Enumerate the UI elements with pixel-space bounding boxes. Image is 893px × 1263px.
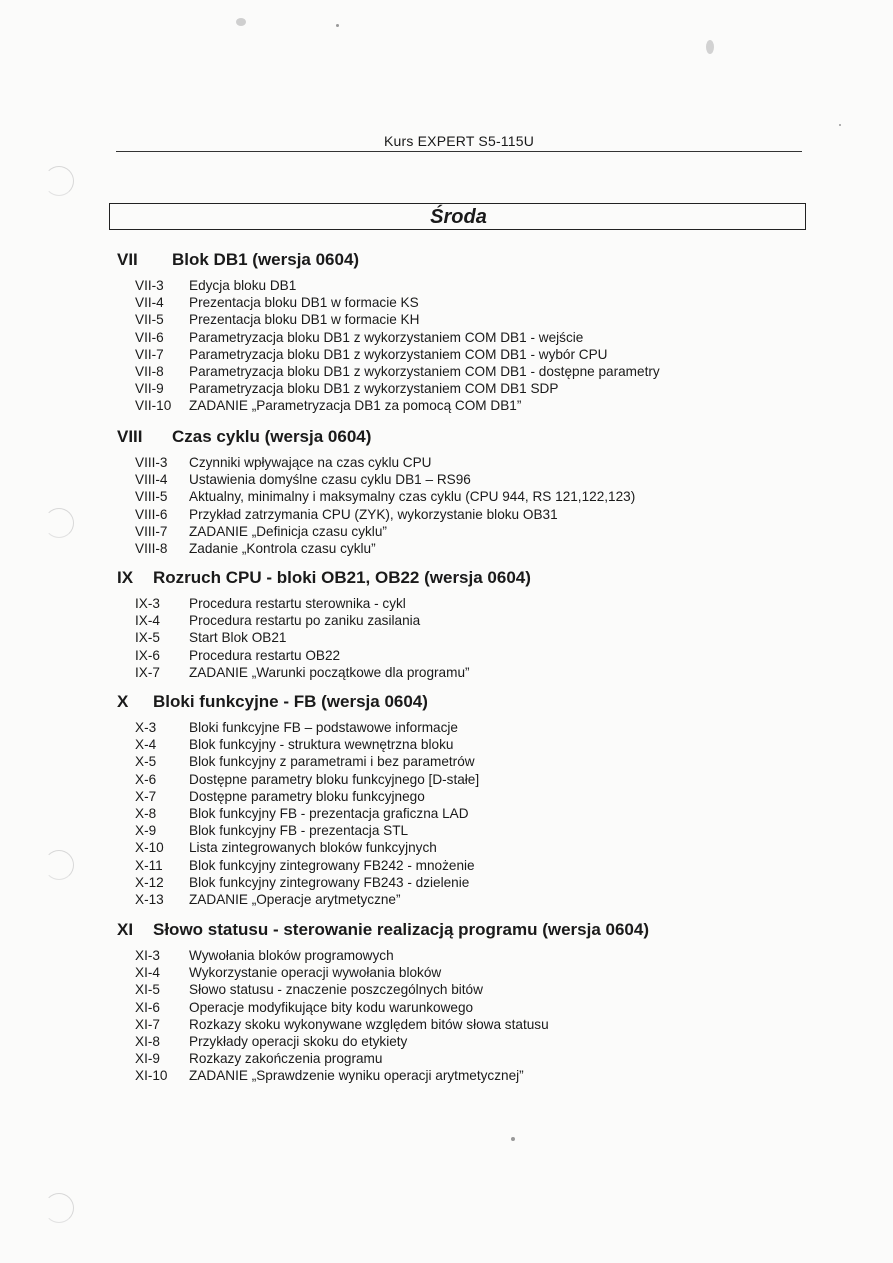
section-title: Blok DB1 (wersja 0604) xyxy=(172,250,360,269)
item-code: VII-6 xyxy=(135,329,164,345)
item-label: Lista zintegrowanych bloków funkcyjnych xyxy=(189,840,437,856)
item-code: X-5 xyxy=(135,754,157,770)
item-code: X-11 xyxy=(135,857,163,873)
section-heading xyxy=(117,250,877,272)
section-title: Słowo statusu - sterowanie realizacją programu (wersja 0604) xyxy=(153,920,650,939)
item-code: VII-3 xyxy=(135,278,164,293)
punch-hole xyxy=(44,166,74,196)
item-code: XI-5 xyxy=(135,982,160,998)
list-item xyxy=(117,982,877,999)
item-label: ZADANIE „Sprawdzenie wyniku operacji arytmetycznej” xyxy=(189,1068,524,1084)
item-label: ZADANIE „Parametryzacja DB1 za pomocą COM DB1” xyxy=(189,398,522,414)
scan-speck xyxy=(706,40,714,54)
list-item xyxy=(117,613,877,630)
item-label: Parametryzacja bloku DB1 z wykorzystaniem COM DB1 - wejście xyxy=(189,329,584,345)
item-code: IX-5 xyxy=(135,630,160,646)
item-label: Prezentacja bloku DB1 w formacie KH xyxy=(189,312,420,328)
scan-speck xyxy=(511,1137,515,1141)
list-item xyxy=(117,754,877,771)
item-label: Dostępne parametry bloku funkcyjnego xyxy=(189,788,425,804)
item-code: VII-10 xyxy=(135,398,172,414)
item-label: Prezentacja bloku DB1 w formacie KS xyxy=(189,295,419,311)
day-title-box xyxy=(109,203,806,230)
list-item xyxy=(117,630,877,647)
section-ix xyxy=(117,568,877,682)
list-item xyxy=(117,381,877,398)
item-code: XI-8 xyxy=(135,1033,160,1049)
list-item xyxy=(117,737,877,754)
section-number: IX xyxy=(117,568,134,587)
list-item xyxy=(117,489,877,506)
item-label: Operacje modyfikujące bity kodu warunkowego xyxy=(189,999,474,1015)
list-item xyxy=(117,772,877,789)
item-code: X-6 xyxy=(135,771,157,787)
item-label: Przykłady operacji skoku do etykiety xyxy=(189,1033,408,1049)
item-code: X-8 xyxy=(135,805,157,821)
list-item xyxy=(117,541,877,558)
item-label: Wywołania bloków programowych xyxy=(189,948,394,963)
item-code: XI-9 xyxy=(135,1051,160,1067)
item-code: X-12 xyxy=(135,874,164,890)
section-number: VIII xyxy=(117,427,143,446)
item-label: Blok funkcyjny FB - prezentacja graficzna LAD xyxy=(189,805,469,821)
item-label: Rozkazy zakończenia programu xyxy=(189,1051,383,1067)
item-code: VIII-6 xyxy=(135,506,168,522)
item-label: Procedura restartu sterownika - cykl xyxy=(189,596,406,611)
section-number: X xyxy=(117,692,129,711)
list-item xyxy=(117,1034,877,1051)
item-code: XI-7 xyxy=(135,1016,160,1032)
item-code: IX-3 xyxy=(135,596,160,611)
item-label: Parametryzacja bloku DB1 z wykorzystaniem COM DB1 - wybór CPU xyxy=(189,346,608,362)
item-code: VII-4 xyxy=(135,295,164,311)
section-title: Czas cyklu (wersja 0604) xyxy=(172,427,372,446)
list-item xyxy=(117,648,877,665)
item-code: XI-10 xyxy=(135,1068,168,1084)
punch-hole xyxy=(44,508,74,538)
list-item xyxy=(117,507,877,524)
list-item xyxy=(117,295,877,312)
item-code: VIII-7 xyxy=(135,523,168,539)
item-label: Blok funkcyjny z parametrami i bez parametrów xyxy=(189,754,475,770)
item-label: Blok funkcyjny - struktura wewnętrzna bloku xyxy=(189,737,454,753)
item-label: Blok funkcyjny FB - prezentacja STL xyxy=(189,823,409,839)
punch-hole xyxy=(44,1193,74,1223)
item-code: IX-4 xyxy=(135,613,160,629)
item-label: Wykorzystanie operacji wywołania bloków xyxy=(189,965,442,981)
item-code: VII-8 xyxy=(135,363,164,379)
item-label: Blok funkcyjny zintegrowany FB243 - dzielenie xyxy=(189,874,470,890)
item-label: Parametryzacja bloku DB1 z wykorzystaniem COM DB1 SDP xyxy=(189,381,559,397)
section-title: Bloki funkcyjne - FB (wersja 0604) xyxy=(153,692,428,711)
day-title: Środa xyxy=(430,206,487,228)
section-xi xyxy=(117,920,877,1086)
item-label: ZADANIE „Definicja czasu cyklu” xyxy=(189,523,387,539)
punch-hole xyxy=(44,850,74,880)
item-label: Rozkazy skoku wykonywane względem bitów słowa statusu xyxy=(189,1016,549,1032)
item-label: Ustawienia domyślne czasu cyklu DB1 – RS96 xyxy=(189,472,471,488)
list-item xyxy=(117,1017,877,1034)
list-item xyxy=(117,330,877,347)
list-item xyxy=(117,875,877,892)
scan-speck xyxy=(236,18,246,26)
section-number: VII xyxy=(117,250,138,269)
item-code: VIII-3 xyxy=(135,455,168,470)
item-label: ZADANIE „Operacje arytmetyczne” xyxy=(189,891,401,907)
section-x xyxy=(117,692,877,909)
scan-speck xyxy=(839,124,841,126)
item-code: VIII-5 xyxy=(135,489,168,505)
item-code: VIII-8 xyxy=(135,540,168,556)
list-item xyxy=(117,524,877,541)
item-code: X-9 xyxy=(135,823,157,839)
list-item xyxy=(117,858,877,875)
item-label: Przykład zatrzymania CPU (ZYK), wykorzystanie bloku OB31 xyxy=(189,506,558,522)
list-item xyxy=(117,823,877,840)
item-code: IX-7 xyxy=(135,664,160,680)
section-heading xyxy=(117,692,877,714)
section-title: Rozruch CPU - bloki OB21, OB22 (wersja 0604) xyxy=(153,568,531,587)
item-code: VIII-4 xyxy=(135,472,168,488)
list-item xyxy=(117,455,877,472)
item-code: X-3 xyxy=(135,720,157,735)
page-header: Kurs EXPERT S5-115U xyxy=(383,133,535,149)
list-item xyxy=(117,892,877,909)
list-item xyxy=(117,720,877,737)
item-label: Aktualny, minimalny i maksymalny czas cyklu (CPU 944, RS 121,122,123) xyxy=(189,489,636,505)
list-item xyxy=(117,1051,877,1068)
list-item xyxy=(117,840,877,857)
list-item xyxy=(117,472,877,489)
item-code: IX-6 xyxy=(135,647,160,663)
list-item xyxy=(117,596,877,613)
item-code: XI-4 xyxy=(135,965,160,981)
item-code: X-10 xyxy=(135,840,164,856)
header-rule xyxy=(116,151,802,152)
section-heading xyxy=(117,427,877,449)
item-label: Bloki funkcyjne FB – podstawowe informacje xyxy=(189,720,458,735)
section-number: XI xyxy=(117,920,134,939)
section-vii xyxy=(117,250,877,416)
item-code: VII-7 xyxy=(135,346,164,362)
list-item xyxy=(117,278,877,295)
item-code: VII-9 xyxy=(135,381,164,397)
section-viii xyxy=(117,427,877,558)
section-heading xyxy=(117,568,877,590)
list-item xyxy=(117,665,877,682)
item-code: XI-6 xyxy=(135,999,160,1015)
item-label: Parametryzacja bloku DB1 z wykorzystaniem COM DB1 - dostępne parametry xyxy=(189,363,660,379)
list-item xyxy=(117,789,877,806)
item-label: Edycja bloku DB1 xyxy=(189,278,297,293)
list-item xyxy=(117,806,877,823)
section-heading xyxy=(117,920,877,942)
list-item xyxy=(117,364,877,381)
list-item xyxy=(117,965,877,982)
list-item xyxy=(117,347,877,364)
list-item xyxy=(117,1000,877,1017)
item-label: Dostępne parametry bloku funkcyjnego [D-stałe] xyxy=(189,771,480,787)
item-code: X-7 xyxy=(135,788,157,804)
item-label: Blok funkcyjny zintegrowany FB242 - mnożenie xyxy=(189,857,475,873)
item-code: X-4 xyxy=(135,737,157,753)
item-label: Zadanie „Kontrola czasu cyklu” xyxy=(189,540,376,556)
list-item xyxy=(117,1068,877,1085)
item-label: ZADANIE „Warunki początkowe dla programu” xyxy=(189,664,470,680)
item-code: VII-5 xyxy=(135,312,164,328)
item-label: Procedura restartu po zaniku zasilania xyxy=(189,613,421,629)
item-label: Start Blok OB21 xyxy=(189,630,287,646)
item-label: Słowo statusu - znaczenie poszczególnych bitów xyxy=(189,982,483,998)
list-item xyxy=(117,312,877,329)
item-label: Procedura restartu OB22 xyxy=(189,647,341,663)
list-item xyxy=(117,398,877,415)
item-code: XI-3 xyxy=(135,948,160,963)
item-code: X-13 xyxy=(135,891,164,907)
scan-speck xyxy=(336,24,339,27)
list-item xyxy=(117,948,877,965)
item-label: Czynniki wpływające na czas cyklu CPU xyxy=(189,455,432,470)
